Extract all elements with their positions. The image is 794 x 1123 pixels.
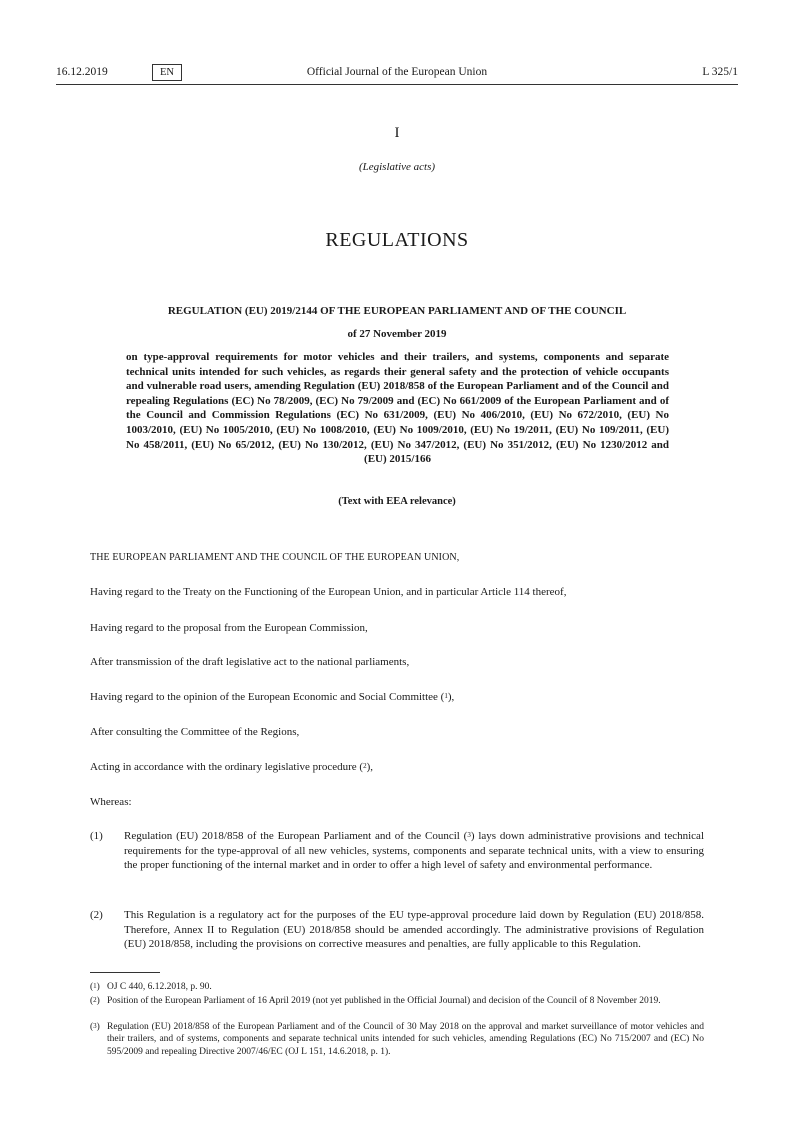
footnote-mark: ($^1$) bbox=[90, 982, 100, 992]
header-rule bbox=[56, 84, 738, 85]
recital bbox=[90, 908, 704, 968]
footnote bbox=[90, 1021, 704, 1061]
recital-number: (1) bbox=[90, 830, 103, 842]
footnote-mark: ($^2$) bbox=[90, 996, 100, 1006]
eea-relevance: (Text with EEA relevance) bbox=[338, 496, 456, 507]
footnote bbox=[90, 981, 704, 994]
part-subtitle: (Legislative acts) bbox=[358, 161, 436, 173]
recital bbox=[90, 829, 704, 889]
footnote-text: Regulation (EU) 2018/858 of the European Parliament and of the Council of 30 May 2018 on the approval and market surveillance of motor vehicles and their trailers, and of systems, components and separate technical units intended for such vehicles, amending Regulations (EC) No 715/2007 and (EC) No 595/2009 and repealing Directive 2007/46/EC (OJ L 151, 14.6.2018, p. 1). bbox=[107, 1022, 704, 1057]
preamble-intro: THE EUROPEAN PARLIAMENT AND THE COUNCIL OF THE EUROPEAN UNION, bbox=[90, 552, 460, 563]
recital-text: This Regulation is a regulatory act for the purposes of the EU type-approval procedure laid down by Regulation (EU) 2018/858. Therefore, Annex II to Regulation (EU) 2018/858 should be amended accordingly. The administrative provisions of Regulation (EU) 2018/858, including the provisions on corrective measures and penalties, are fully applicable to this Regulation. bbox=[124, 909, 704, 951]
language-badge: EN bbox=[152, 64, 182, 81]
preamble-line: Having regard to the proposal from the European Commission, bbox=[90, 622, 368, 634]
footnote bbox=[90, 995, 704, 1021]
preamble-line: After transmission of the draft legislative act to the national parliaments, bbox=[90, 656, 410, 668]
preamble-line: After consulting the Committee of the Regions, bbox=[90, 726, 300, 738]
regulation-subject: on type-approval requirements for motor vehicles and their trailers, and systems, components and separate technical units intended for such vehicles, as regards their general safety and the protection of vehicle occupants and vulnerable road users, amending Regulation (EU) 2018/858 of the European Parliament and of the Council and repealing Regulations (EC) No 78/2009, (EC) No 79/2009 and (EC) No 661/2009 of the European Parliament and of the Council and Commission Regulations (EC) No 631/2009, (EU) No 406/2010, (EU) No 672/2010, (EU) No 1003/2010, (EU) No 1005/2010, (EU) No 1008/2010, (EU) No 1009/2010, (EU) No 19/2011, (EU) No 109/2011, (EU) No 458/2011, (EU) No 65/2012, (EU) No 130/2012, (EU) No 347/2012, (EU) No 351/2012, (EU) No 1230/2012 and (EU) 2015/166 bbox=[126, 351, 669, 466]
recital-number: (2) bbox=[90, 909, 103, 921]
page-reference: L 325/1 bbox=[702, 66, 738, 78]
preamble-line: Whereas: bbox=[90, 796, 132, 808]
part-number: I bbox=[394, 125, 400, 141]
footnote-text: Position of the European Parliament of 16 April 2019 (not yet published in the Official Journal) and decision of the Council of 8 November 2019. bbox=[107, 996, 661, 1006]
section-title: REGULATIONS bbox=[325, 229, 469, 251]
preamble-line: Acting in accordance with the ordinary legislative procedure ($^2$), bbox=[90, 761, 373, 773]
footnote-rule bbox=[90, 972, 160, 973]
header-date: 16.12.2019 bbox=[56, 66, 108, 78]
footnote-ref[interactable]: 2 bbox=[363, 762, 367, 770]
footnote-ref[interactable]: 3 bbox=[467, 831, 471, 839]
regulation-title: REGULATION (EU) 2019/2144 OF THE EUROPEAN PARLIAMENT AND OF THE COUNCIL bbox=[167, 305, 627, 317]
preamble-line: Having regard to the Treaty on the Functioning of the European Union, and in particular Article 114 thereof, bbox=[90, 586, 567, 598]
journal-title: Official Journal of the European Union bbox=[306, 66, 488, 78]
footnote-text: OJ C 440, 6.12.2018, p. 90. bbox=[107, 982, 212, 992]
regulation-date: of 27 November 2019 bbox=[347, 328, 447, 340]
preamble-line: Having regard to the opinion of the European Economic and Social Committee ($^1$), bbox=[90, 691, 455, 703]
footnote-mark: ($^3$) bbox=[90, 1022, 100, 1032]
recital-text: Regulation (EU) 2018/858 of the European Parliament and of the Council ($^3$) lays down administrative provisions and technical requirements for the type-approval of all new vehicles, systems, components and separate technical units, with a view to ensuring the proper functioning of the internal market and in order to offer a high level of safety and environmental performance. bbox=[124, 830, 705, 872]
footnote-ref[interactable]: 1 bbox=[444, 692, 448, 700]
